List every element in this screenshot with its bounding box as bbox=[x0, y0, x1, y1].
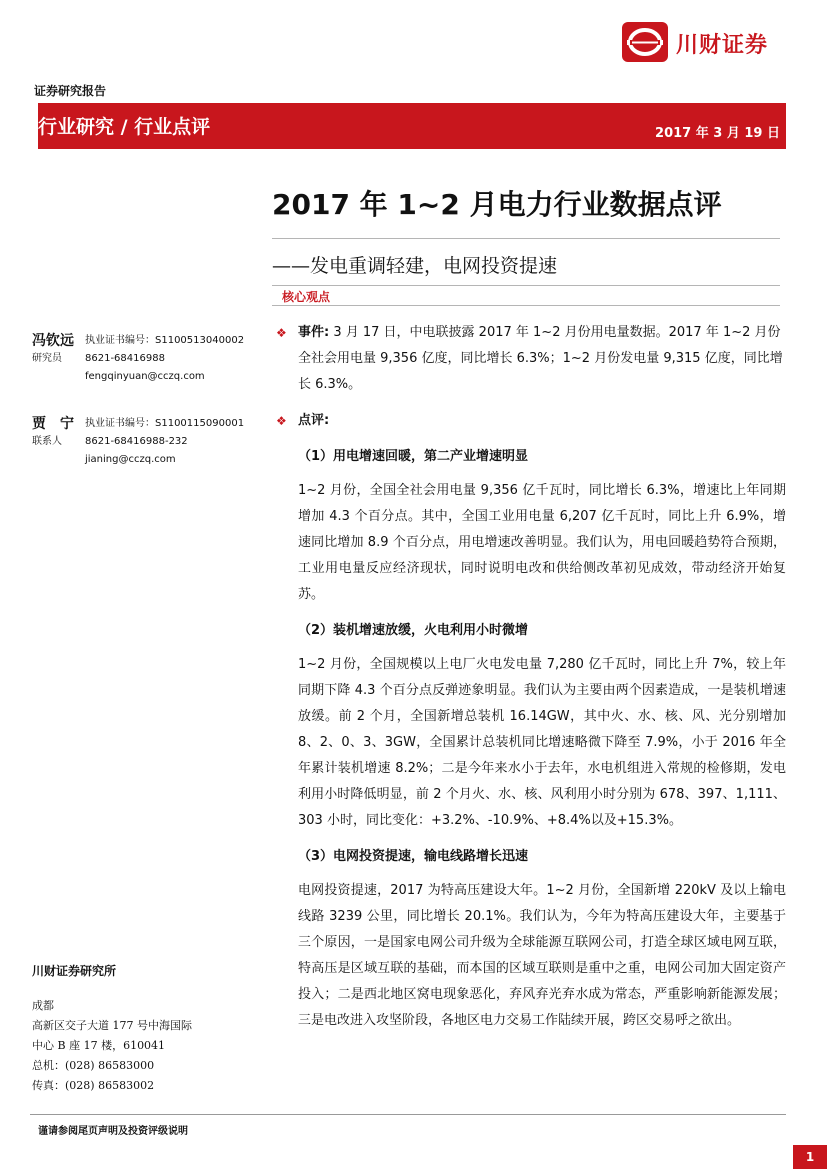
event-block bbox=[276, 320, 786, 398]
section-paragraph: 1~2 月份，全国全社会用电量 9,356 亿千瓦时，同比增长 6.3%，增速比上年同期增加 4.3 个百分点。其中，全国工业用电量 6,207 亿千瓦时，同比上升 6.9%，增速同比增加 8.9 个百分点，用电增速改善明显。我们认为，用电回暖趋势符合预期，工业用电量反应经济现状，同时说明电改和供给侧改革初见成效，带动经济开始复苏。 bbox=[298, 483, 786, 602]
cert-label: 执业证书编号： bbox=[85, 335, 155, 346]
analyst-role: 研究员 bbox=[32, 353, 62, 364]
analyst-name: 贾 宁 bbox=[32, 416, 74, 432]
section-heading: （1）用电增速回暖，第二产业增速明显 bbox=[298, 449, 529, 464]
page-number: 1 bbox=[793, 1145, 827, 1169]
analyst-role: 联系人 bbox=[32, 436, 62, 447]
disclaimer: 谨请参阅尾页声明及投资评级说明 bbox=[38, 1126, 188, 1137]
section-heading: （3）电网投资提速，输电线路增长迅速 bbox=[298, 849, 529, 864]
title-divider bbox=[272, 238, 780, 239]
analyst-email[interactable]: jianing@cczq.com bbox=[85, 454, 176, 465]
address-line: 高新区交子大道 177 号中海国际 bbox=[32, 1019, 192, 1032]
comment-label: 点评: bbox=[298, 413, 330, 428]
cert-label: 执业证书编号： bbox=[85, 418, 155, 429]
institute-address bbox=[32, 996, 192, 1096]
institute-fax: 传真：(028) 86583002 bbox=[32, 1079, 155, 1092]
page-title: 2017 年 1~2 月电力行业数据点评 bbox=[272, 188, 722, 221]
institute-city: 成都 bbox=[32, 999, 54, 1012]
section-paragraph: 电网投资提速，2017 为特高压建设大年。1~2 月份，全国新增 220kV 及以上输电线路 3239 公里，同比增长 20.1%。我们认为，今年为特高压建设大年，主要基于三个原因，一是国家电网公司升级为全球能源互联网公司，打造全球区域电网互联，特高压是区域互联的基础，而本国的区域互联则是重中之重，电网公司加大固定资产投入；二是西北地区窝电现象恶化，弃风弃光弃水成为常态，严重影响新能源发展；三是电改进入攻坚阶段，各地区电力交易工作陆续开展，跨区交易呼之欲出。 bbox=[298, 883, 786, 1028]
cert-number: S1100513040002 bbox=[155, 335, 245, 346]
core-divider bbox=[272, 305, 780, 306]
event-text: 3 月 17 日，中电联披露 2017 年 1~2 月份用电量数据。2017 年 1~2 月份全社会用电量 9,356 亿度，同比增长 6.3%；1~2 月份发电量 9,315 亿度，同比增长 6.3%。 bbox=[298, 325, 783, 392]
analyst-card bbox=[32, 415, 244, 469]
analyst-card bbox=[32, 332, 244, 386]
report-body bbox=[276, 320, 786, 1034]
institute-name: 川财证券研究所 bbox=[32, 964, 117, 978]
analyst-phone: 8621-68416988 bbox=[85, 353, 165, 364]
diamond-bullet-icon: ❖ bbox=[276, 326, 287, 340]
footer-divider bbox=[30, 1114, 786, 1115]
core-view-label: 核心观点 bbox=[282, 290, 331, 304]
cert-number: S1100115090001 bbox=[155, 418, 245, 429]
report-type: 证券研究报告 bbox=[34, 84, 107, 98]
page-subtitle: ——发电重调轻建，电网投资提速 bbox=[272, 255, 558, 277]
institute-phone: 总机：(028) 86583000 bbox=[32, 1059, 155, 1072]
comment-block bbox=[276, 408, 786, 434]
brand-name: 川财证券 bbox=[676, 33, 769, 58]
report-date: 2017 年 3 月 19 日 bbox=[655, 126, 780, 141]
diamond-bullet-icon: ❖ bbox=[276, 414, 287, 428]
brand-logo-icon bbox=[622, 22, 668, 62]
analyst-name: 冯钦远 bbox=[32, 333, 74, 349]
section-heading: （2）装机增速放缓，火电利用小时微增 bbox=[298, 623, 529, 638]
analyst-email[interactable]: fengqinyuan@cczq.com bbox=[85, 371, 205, 382]
address-line: 中心 B 座 17 楼，610041 bbox=[32, 1039, 166, 1052]
analyst-phone: 8621-68416988-232 bbox=[85, 436, 188, 447]
section-paragraph: 1~2 月份，全国规模以上电厂火电发电量 7,280 亿千瓦时，同比上升 7%，较上年同期下降 4.3 个百分点反弹迹象明显。我们认为主要由两个因素造成，一是装机增速放缓。前 2 个月，全国新增总装机 16.14GW，其中火、水、核、风、光分别增加 8、2、0、3、3GW，全国累计总装机同比增速略微下降至 7.9%，小于 2016 年全年累计装机增速 8.2%；二是今年来水小于去年，水电机组进入常规的检修期，发电利用小时降低明显，前 2 个月火、水、核、风利用小时分别为 678、397、1,111、303 小时，同比变化：+3.2%、-10.9%、+8.4%以及+15.3%。 bbox=[298, 657, 786, 828]
event-label: 事件: bbox=[298, 325, 330, 340]
report-category: 行业研究 / 行业点评 bbox=[38, 116, 211, 138]
subtitle-divider bbox=[272, 285, 780, 286]
